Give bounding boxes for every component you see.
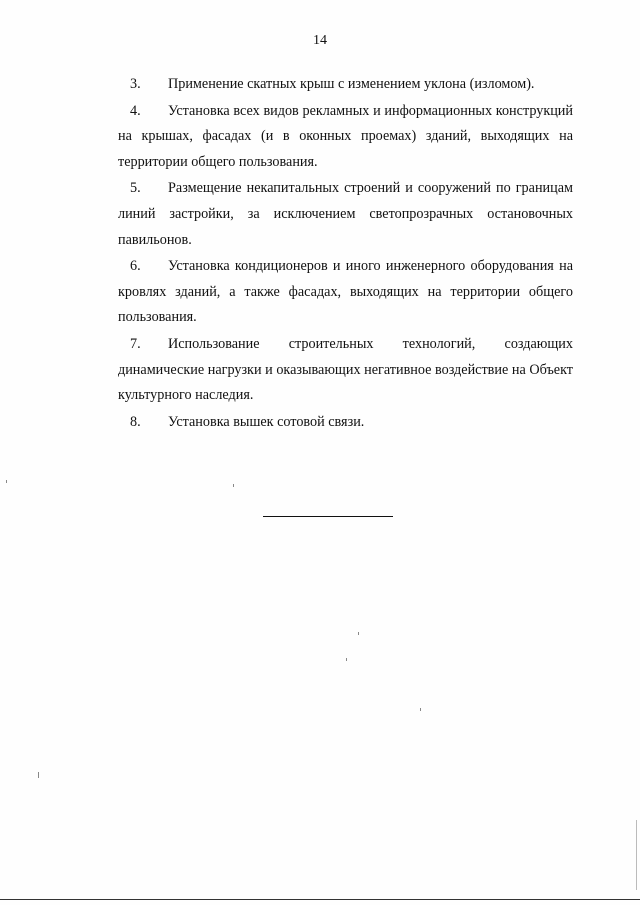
item-text: Применение скатных крыш с изменением уклона (изломом).	[168, 76, 535, 92]
item-number: 3.	[130, 76, 141, 92]
restrictions-list	[118, 72, 573, 435]
list-item	[118, 99, 573, 176]
item-number: 4.	[130, 102, 141, 119]
item-text: Установка вышек сотовой связи.	[168, 413, 365, 430]
item-number: 7.	[130, 335, 141, 352]
scan-speck	[38, 772, 39, 778]
item-number: 6.	[130, 258, 141, 275]
scan-speck	[233, 484, 234, 487]
item-text: Установка кондиционеров и иного инженерного оборудования на кровлях зданий, а также фасадах, выходящих на территории общего пользования.	[118, 258, 573, 326]
item-text: Размещение некапитальных строений и сооружений по границам линий застройки, за исключением светопрозрачных остановочных павильонов.	[118, 180, 573, 248]
scan-edge-mark	[636, 820, 637, 890]
scan-speck	[358, 632, 359, 635]
scan-bottom-edge	[0, 899, 640, 900]
scan-speck	[6, 480, 7, 483]
list-item	[118, 332, 573, 409]
item-text: Использование строительных технологий, создающих динамические нагрузки и оказывающих негативное воздействие на Объект культурного наследия.	[118, 335, 573, 404]
end-separator-line	[263, 516, 393, 517]
item-number: 8.	[130, 413, 141, 430]
scan-speck	[346, 658, 347, 661]
page-number: 14	[313, 33, 327, 48]
list-item	[118, 254, 573, 331]
item-number: 5.	[130, 180, 141, 197]
list-item	[118, 176, 573, 253]
scan-speck	[420, 708, 421, 711]
list-item	[118, 72, 573, 98]
item-text: Установка всех видов рекламных и информационных конструкций на крышах, фасадах (и в оконных проемах) зданий, выходящих на территории общего пользования.	[118, 102, 573, 170]
list-item	[118, 410, 573, 436]
